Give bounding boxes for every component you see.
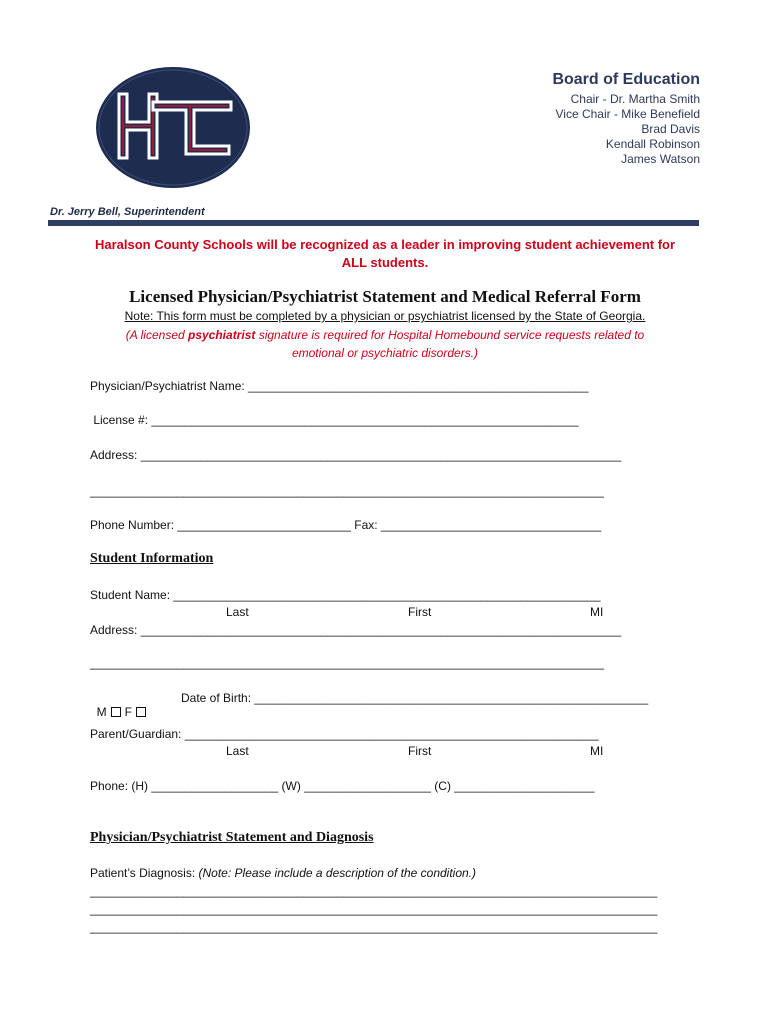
female-label: F xyxy=(124,705,133,719)
diagnosis-hint: (Note: Please include a description of the condition.) xyxy=(198,866,477,880)
board-of-education xyxy=(552,70,700,167)
physician-address-line-2[interactable]: _____________________________________________________________________________ xyxy=(90,484,604,498)
diagnosis-label-text: Patient’s Diagnosis: xyxy=(90,866,199,880)
parent-guardian-field[interactable]: Parent/Guardian: ______________________________________________________________ xyxy=(90,727,599,741)
note-text: emotional or psychiatric disorders.) xyxy=(291,346,479,360)
form-note: Note: This form must be completed by a physician or psychiatrist licensed by the State of Georgia. xyxy=(124,309,646,323)
phone-numbers-field[interactable]: Phone: (H) ___________________ (W) ___________________ (C) _____________________ xyxy=(90,779,595,793)
note-emphasis: psychiatrist xyxy=(188,328,256,342)
male-checkbox[interactable] xyxy=(111,707,121,717)
physician-address-field[interactable]: Address: ________________________________________________________________________ xyxy=(90,448,622,462)
student-info-heading: Student Information xyxy=(90,551,214,566)
male-label: M xyxy=(96,705,107,719)
last-label: Last xyxy=(226,605,249,619)
diagnosis-line[interactable]: _____________________________________________________________________________________ xyxy=(90,902,658,916)
gender-options xyxy=(90,691,150,719)
form-title: Licensed Physician/Psychiatrist Statement and Medical Referral Form xyxy=(129,287,641,306)
note-text: signature is required for Hospital Homebound service requests related to xyxy=(255,328,645,342)
female-checkbox[interactable] xyxy=(136,707,146,717)
psychiatrist-note xyxy=(100,326,670,362)
first-label: First xyxy=(408,605,432,619)
diagnosis-heading: Physician/Psychiatrist Statement and Diagnosis xyxy=(90,830,374,845)
board-member: Brad Davis xyxy=(641,122,700,136)
board-member: James Watson xyxy=(621,152,700,166)
superintendent: Dr. Jerry Bell, Superintendent xyxy=(50,206,205,218)
header-divider xyxy=(48,220,699,226)
diagnosis-line[interactable]: _____________________________________________________________________________________ xyxy=(90,884,658,898)
physician-name-field[interactable]: Physician/Psychiatrist Name: ___________________________________________________ xyxy=(90,379,589,393)
license-field[interactable]: License #: ________________________________________________________________ xyxy=(90,413,579,427)
student-address-field[interactable]: Address: ________________________________________________________________________ xyxy=(90,623,622,637)
board-member: Chair - Dr. Martha Smith xyxy=(570,92,700,106)
phone-fax-field[interactable]: Phone Number: __________________________ Fax: _________________________________ xyxy=(90,518,602,532)
haralson-county-logo xyxy=(95,66,251,189)
board-title: Board of Education xyxy=(552,71,700,88)
note-text: (A licensed xyxy=(125,328,188,342)
mi-label: MI xyxy=(590,744,604,758)
diagnosis-label xyxy=(90,866,476,880)
last-label: Last xyxy=(226,744,249,758)
mission-line-2: ALL students. xyxy=(341,255,429,270)
board-member: Vice Chair - Mike Benefield xyxy=(555,107,700,121)
date-of-birth-field[interactable]: Date of Birth: ___________________________________________________________ xyxy=(181,691,649,705)
student-name-field[interactable]: Student Name: ________________________________________________________________ xyxy=(90,588,601,602)
mi-label: MI xyxy=(590,605,604,619)
student-address-line-2[interactable]: _____________________________________________________________________________ xyxy=(90,656,604,670)
mission-line-1: Haralson County Schools will be recognized as a leader in improving student achievement for xyxy=(94,237,676,252)
first-label: First xyxy=(408,744,432,758)
board-member: Kendall Robinson xyxy=(605,137,700,151)
mission-statement xyxy=(60,236,710,272)
diagnosis-line[interactable]: _____________________________________________________________________________________ xyxy=(90,920,658,934)
